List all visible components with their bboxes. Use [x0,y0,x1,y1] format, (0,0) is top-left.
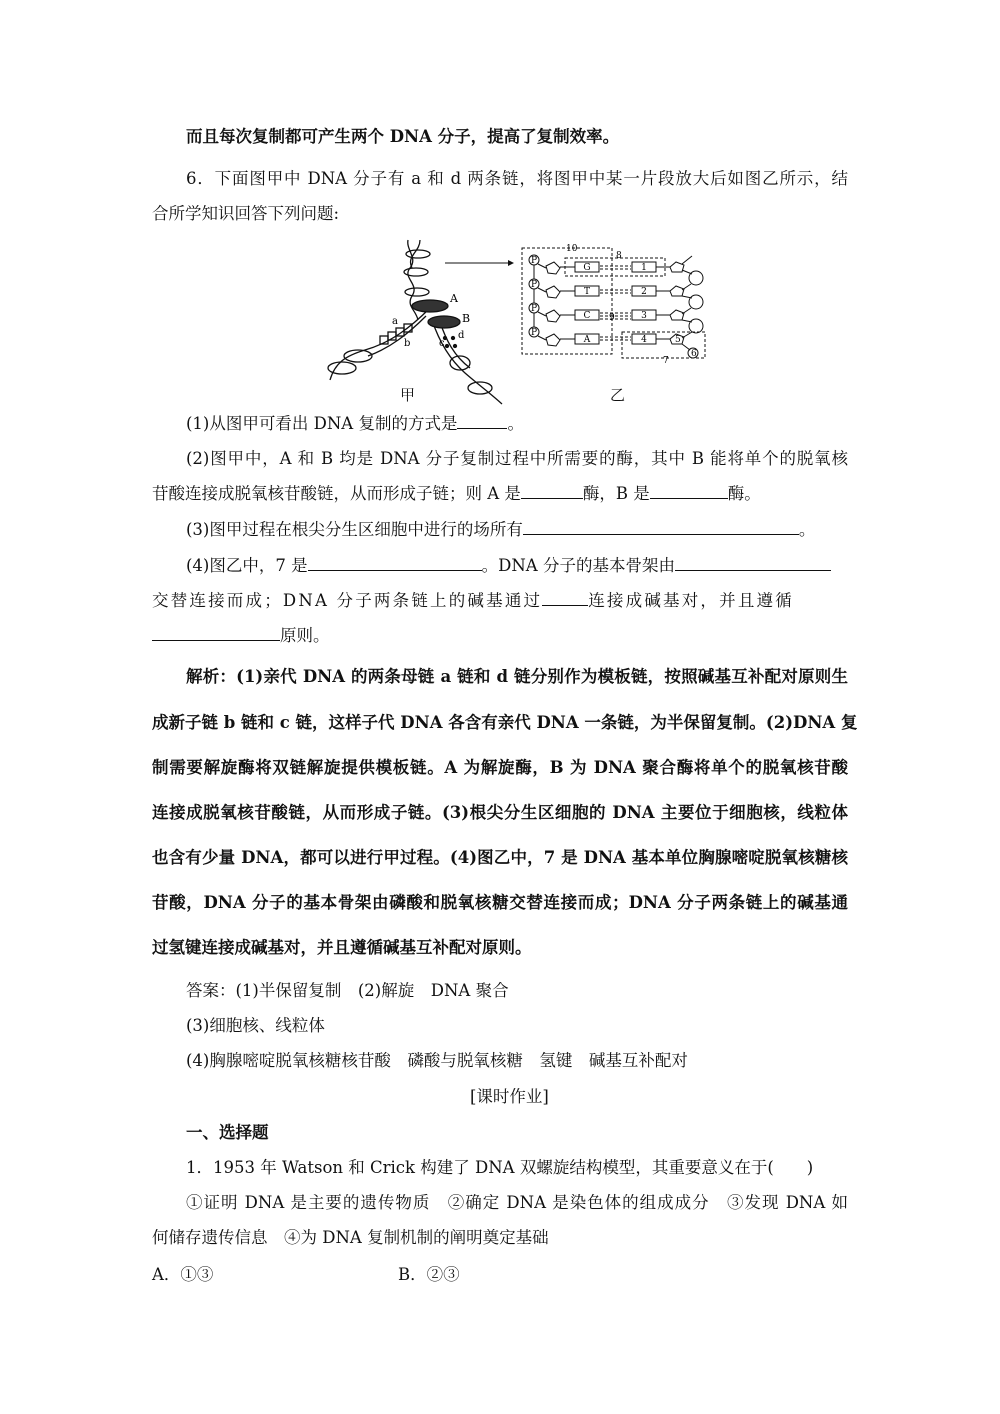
question-6-part-2-line1: (2)图甲中，A 和 B 均是 DNA 分子复制过程中所需要的酶，其中 B 能将单个的脱氧核 [186,449,848,468]
option-A[interactable]: A．①③ [152,1265,214,1284]
analysis-line: 连接成脱氧核苷酸链，从而形成子链。(3)根尖分生区细胞的 DNA 主要位于细胞核，线粒体 [152,803,848,822]
svg-text:P: P [530,280,538,290]
section-heading: 一、选择题 [186,1123,269,1142]
analysis-line: 也含有少量 DNA，都可以进行甲过程。(4)图乙中，7 是 DNA 基本单位胸腺嘧啶脱氧核糖核 [152,848,848,867]
box-label-8: 8 [616,251,622,261]
homework-question-1-items-line2: 何储存遗传信息 ④为 DNA 复制机制的阐明奠定基础 [152,1228,549,1247]
answer-blank[interactable] [308,556,482,571]
label-c: c [439,338,445,349]
base-right: 4 [641,335,647,345]
base-left: C [583,311,591,321]
question-6-part-4-line1: (4)图乙中，7 是 。DNA 分子的基本骨架由 [186,556,831,576]
homework-title: [课时作业] [470,1087,549,1106]
answer-blank[interactable] [542,591,588,606]
analysis-line: 解析：(1)亲代 DNA 的两条母链 a 链和 d 链分别作为模板链，按照碱基互补配对原则生 [186,667,848,686]
answer-blank[interactable] [675,556,831,571]
question-6-part-4-line3: 原则。 [152,626,330,646]
figure-svg [320,238,720,408]
answer-blank[interactable] [650,484,728,499]
base-left: T [583,287,591,297]
box-label-9: 9 [609,313,615,323]
base-right: 3 [641,311,647,321]
box-label-10: 10 [566,244,578,254]
label-a: a [392,316,398,327]
base-right: 2 [641,287,647,297]
base-left: A [583,335,591,345]
figure-jia-helix [328,240,502,404]
label-B: B [462,312,471,325]
analysis-line: 制需要解旋酶将双链解旋提供模板链。A 为解旋酶，B 为 DNA 聚合酶将单个的脱氧核苷酸 [152,758,848,777]
arrow-icon [445,260,514,266]
answer-line: 答案：(1)半保留复制 (2)解旋 DNA 聚合 [186,981,509,1000]
box-label-6: 6 [691,349,697,359]
analysis-line: 过氢键连接成碱基对，并且遵循碱基互补配对原则。 [152,938,532,957]
answer-blank[interactable] [152,626,280,641]
label-b: b [404,338,411,349]
label-A: A [450,292,458,305]
answer-blank[interactable] [523,520,799,535]
analysis-line: 苷酸，DNA 分子的基本骨架由磷酸和脱氧核糖交替连接而成；DNA 分子两条链上的碱基通 [152,893,848,912]
dna-replication-figure [320,238,720,408]
figure-caption-yi: 乙 [610,386,626,404]
answer-line: (3)细胞核、线粒体 [186,1016,325,1035]
question-6-stem-line2: 合所学知识回答下列问题: [152,204,340,223]
question-6-stem-line1: 6．下面图甲中 DNA 分子有 a 和 d 两条链，将图甲中某一片段放大后如图乙所示，结 [186,169,848,188]
box-label-7: 7 [663,356,669,366]
phosphate-label: P [530,256,538,266]
carryover-text: 而且每次复制都可产生两个 DNA 分子，提高了复制效率。 [186,127,620,146]
svg-text:P: P [530,328,538,338]
analysis-line: 成新子链 b 链和 c 链，这样子代 DNA 各含有亲代 DNA 一条链，为半保留复制。(2)DNA 复 [152,713,858,732]
answer-blank[interactable] [521,484,583,499]
label-d: d [458,330,465,341]
homework-question-1-items-line1: ①证明 DNA 是主要的遗传物质 ②确定 DNA 是染色体的组成成分 ③发现 DNA 如 [186,1193,848,1212]
base-right: 1 [641,263,647,273]
figure-yi-labels [531,244,697,366]
question-6-part-2-line2: 苷酸连接成脱氧核苷酸链，从而形成子链；则 A 是 酶，B 是 酶。 [152,484,761,503]
svg-text:P: P [530,304,538,314]
base-left: G [583,263,591,273]
homework-question-1-stem: 1．1953 年 Watson 和 Crick 构建了 DNA 双螺旋结构模型，其重要意义在于( ) [186,1158,814,1177]
figure-caption-jia: 甲 [400,386,416,404]
question-6-part-3: (3)图甲过程在根尖分生区细胞中进行的场所有 。 [186,520,816,539]
answer-line: (4)胸腺嘧啶脱氧核糖核苷酸 磷酸与脱氧核糖 氢键 碱基互补配对 [186,1051,688,1070]
question-6-part-4-line2: 交替连接而成；DNA 分子两条链上的碱基通过 连接成碱基对，并且遵循 [152,591,794,610]
answer-blank[interactable] [457,414,507,429]
option-B[interactable]: B．②③ [398,1265,460,1284]
box-label-5: 5 [675,335,681,345]
question-6-part-1: (1)从图甲可看出 DNA 复制的方式是 。 [186,414,524,433]
